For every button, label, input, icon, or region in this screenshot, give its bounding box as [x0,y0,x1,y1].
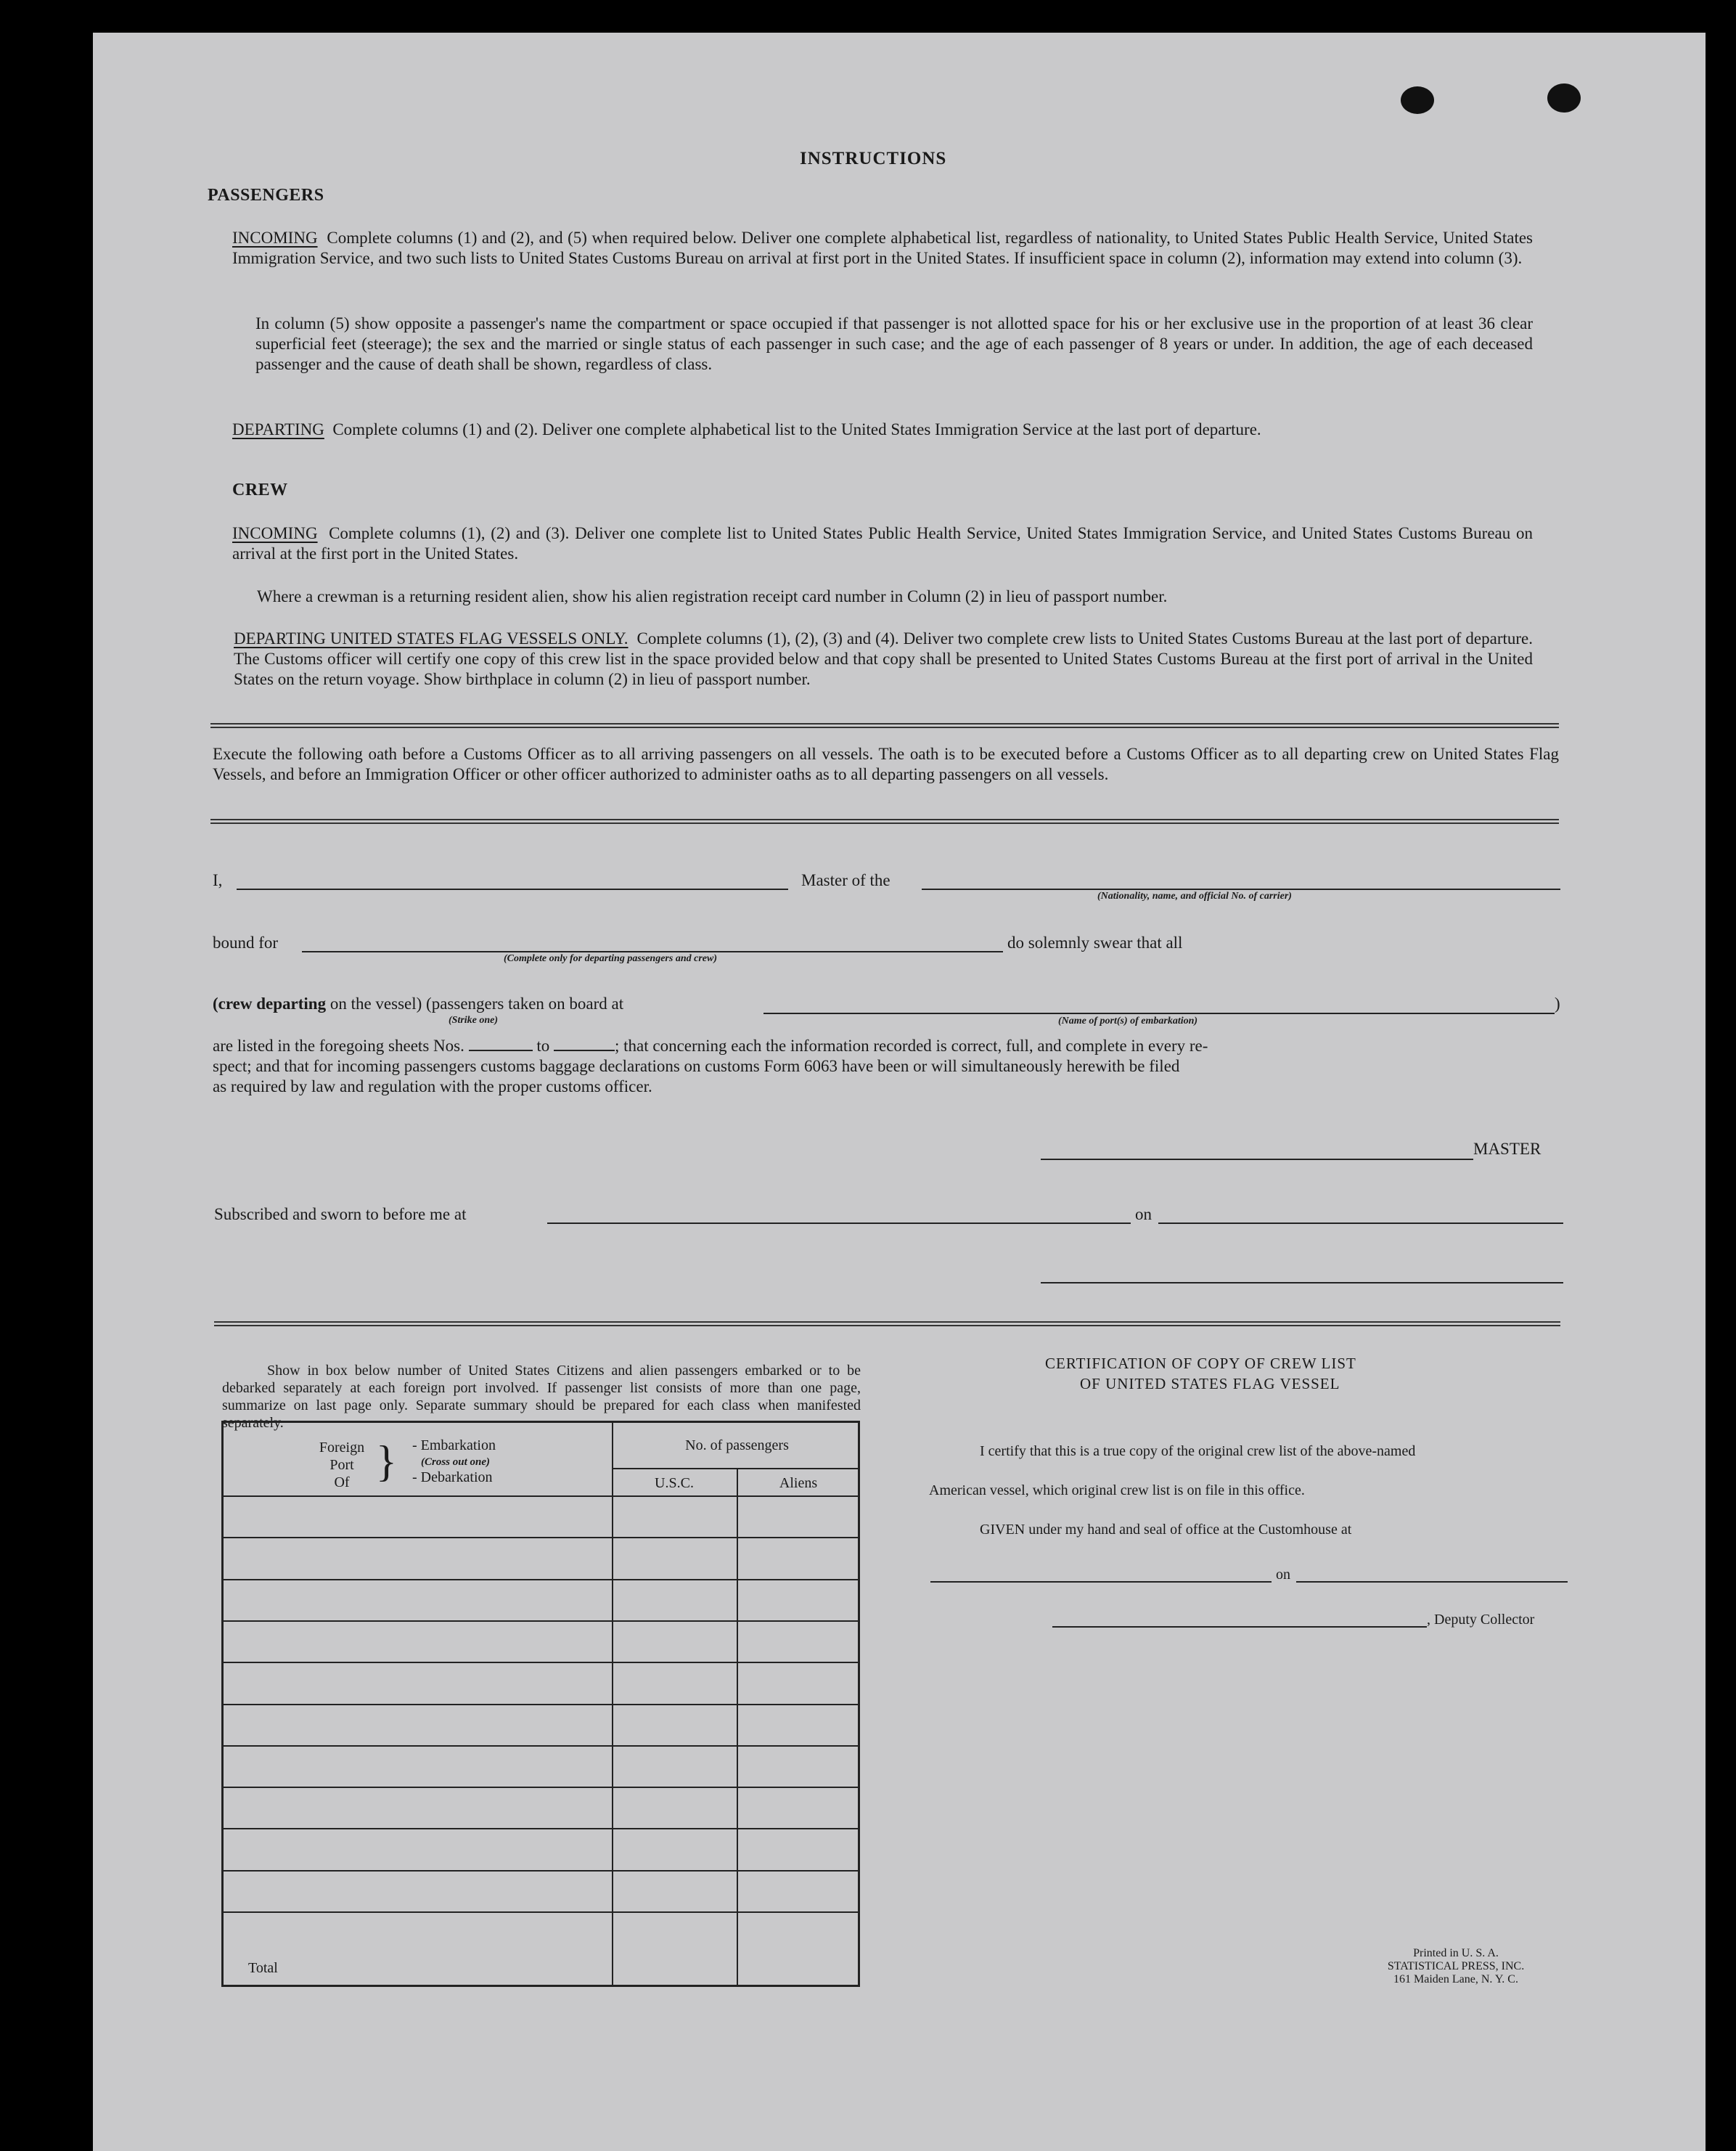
total-label: Total [248,1960,278,1976]
sheets-line-1 [213,1037,1208,1056]
summary-row-line [224,1828,858,1829]
summary-row-line [224,1787,858,1788]
aliens-header: Aliens [779,1475,818,1491]
crew-incoming-label: INCOMING [232,524,318,542]
summary-row-line [224,1579,858,1580]
summary-row-line [224,1620,858,1622]
usc-header: U.S.C. [655,1475,694,1491]
bound-for-field[interactable] [302,951,1003,952]
punch-hole-right [1547,83,1581,113]
divider-top [210,723,1559,728]
summary-row-line [224,1537,858,1538]
no-passengers-header: No. of passengers [685,1437,789,1453]
sheets-line-2: spect; and that for incoming passengers customs baggage declarations on customs Form 6063 have been or will simultaneously herewith be filed [213,1057,1180,1075]
master-name-field[interactable] [237,889,788,890]
passengers-incoming-paragraph [232,228,1533,269]
certification-date-field[interactable] [1296,1581,1568,1583]
given-text: GIVEN under my hand and seal of office at the Customhouse at [980,1522,1352,1538]
passengers-column5-paragraph: In column (5) show opposite a passenger's name the compartment or space occupied if that passenger is not allotted space for his or her exclusive use in the proportion of at least 36 clear superficial feet (steerage); the sex and the married or single status of each passenger in such case; and the age of each passenger of 8 years or under. In addition, the age of each deceased passenger and the cause of death shall be shown, regardless of class. [255,314,1533,373]
passengers-heading: PASSENGERS [208,186,324,205]
crew-departing-phrase[interactable]: (crew departing [213,995,327,1013]
summary-row-line [224,1870,858,1872]
crew-resident-paragraph: Where a crewman is a returning resident alien, show his alien registration receipt card number in Column (2) in lieu of passport number. [257,587,1168,605]
sheets-suffix: ; that concerning each the information recorded is correct, full, and complete in every re- [614,1037,1208,1055]
sworn-on-label: on [1135,1205,1152,1223]
crew-incoming-paragraph [232,523,1533,564]
deputy-collector-label: , Deputy Collector [1427,1612,1535,1628]
crew-departing-paragraph [234,629,1533,690]
passenger-summary-table [221,1421,860,1987]
swear-label: do solemnly swear that all [1007,934,1183,952]
printer-line-1: Printed in U. S. A. [1413,1947,1499,1959]
on-vessel-phrase[interactable]: on the vessel) [329,995,422,1013]
bound-for-label: bound for [213,934,279,952]
brace-icon: } [376,1437,397,1485]
passengers-departing-text: Complete columns (1) and (2). Deliver one complete alphabetical list to the United States Immigration Service at the last port of departure. [332,420,1261,438]
debarkation-option[interactable]: - Debarkation [412,1469,493,1485]
port-header-of: Of [334,1474,350,1490]
passengers-departing-paragraph [232,420,1533,440]
close-paren: ) [1555,995,1560,1013]
master-label: MASTER [1473,1140,1541,1158]
printer-line-2: STATISTICAL PRESS, INC. [1387,1960,1525,1972]
sheets-line-3: as required by law and regulation with the proper customs officer. [213,1077,652,1095]
carrier-caption: (Nationality, name, and official No. of carrier) [1097,891,1292,902]
master-of-label: Master of the [801,871,890,889]
instructions-title: INSTRUCTIONS [800,149,947,168]
sheet-from-field[interactable] [469,1050,533,1051]
port-header [309,1439,374,1491]
certification-on-label: on [1276,1567,1290,1583]
summary-row-line [224,1704,858,1705]
summary-instructions: Show in box below number of United States Citizens and alien passengers embarked or to be debarked separately at each foreign port involved. If passenger list consists of more than one page, summarize on last page only. Separate summary should be prepared for each class when manifested separately. [222,1363,861,1431]
sheet-to-field[interactable] [554,1050,615,1051]
deputy-signature-field[interactable] [1052,1626,1427,1628]
certify-text: I certify that this is a true copy of the original crew list of the above-named [980,1443,1416,1459]
port-header-foreign: Foreign [319,1440,365,1456]
embarkation-ports-field[interactable] [763,1013,1555,1014]
sheets-prefix: are listed in the foregoing sheets Nos. [213,1037,464,1055]
embarkation-caption: (Name of port(s) of embarkation) [1058,1016,1198,1026]
divider-bottom [214,1321,1560,1326]
passengers-taken-phrase[interactable]: (passengers taken on board at [426,995,624,1013]
bound-for-caption: (Complete only for departing passengers and crew) [504,953,717,964]
port-header-port: Port [329,1457,354,1473]
passengers-departing-label: DEPARTING [232,420,324,438]
certification-title-1: CERTIFICATION OF COPY OF CREW LIST [1045,1355,1356,1372]
embarkation-option[interactable]: - Embarkation [412,1437,496,1453]
cross-out-caption: (Cross out one) [421,1456,491,1468]
crew-departing-label: DEPARTING UNITED STATES FLAG VESSELS ONLY. [234,629,629,648]
crew-passengers-line [213,995,623,1013]
sworn-place-field[interactable] [547,1223,1131,1224]
crew-departing-text: Complete columns (1), (2), (3) and (4). Deliver two complete crew lists to United States Customs Bureau at the last port of departure. The Customs officer will certify one copy of this crew list in the space provided below and that copy shall be presented to United States Customs Bureau at the first port of arrival in the United States on the return voyage. Show birthplace in column (2) in lieu of passport number. [234,629,1534,688]
passengers-incoming-text: Complete columns (1) and (2), and (5) when required below. Deliver one complete alphabetical list, regardless of nationality, to United States Public Health Service, United States Immigration Service, and two such lists to United States Customs Bureau on arrival at first port in the United States. If insufficient space in column (2), information may extend into column (3). [232,229,1533,267]
i-label: I, [213,871,223,889]
certification-place-field[interactable] [930,1581,1272,1583]
summary-row-line [224,1745,858,1747]
master-signature-field[interactable] [1041,1159,1473,1160]
officer-signature-field[interactable] [1041,1282,1563,1283]
crew-incoming-text: Complete columns (1), (2) and (3). Deliver one complete list to United States Public Health Service, United States Immigration Service, and United States Customs Bureau on arrival at the first port in the United States. [232,524,1533,563]
strike-one-caption: (Strike one) [449,1015,499,1026]
sworn-date-field[interactable] [1158,1223,1563,1224]
divider-oath [210,819,1559,824]
subscribed-label: Subscribed and sworn to before me at [214,1205,467,1223]
carrier-field[interactable] [922,889,1560,890]
crew-heading: CREW [232,481,288,499]
certification-title-2: OF UNITED STATES FLAG VESSEL [1080,1375,1340,1392]
summary-row-line [224,1662,858,1663]
oath-intro: Execute the following oath before a Customs Officer as to all arriving passengers on all vessels. The oath is to be executed before a Customs Officer as to all departing crew on United States Flag Vessels, and before an Immigration Officer or other officer authorized to administer oaths as to all departing passengers on all vessels. [213,745,1559,783]
printer-line-3: 161 Maiden Lane, N. Y. C. [1393,1973,1518,1985]
punch-hole-left [1401,86,1434,114]
american-vessel-text: American vessel, which original crew list is on file in this office. [929,1482,1305,1498]
sheets-to: to [536,1037,550,1055]
passengers-incoming-label: INCOMING [232,229,318,247]
summary-row-line [224,1911,858,1913]
